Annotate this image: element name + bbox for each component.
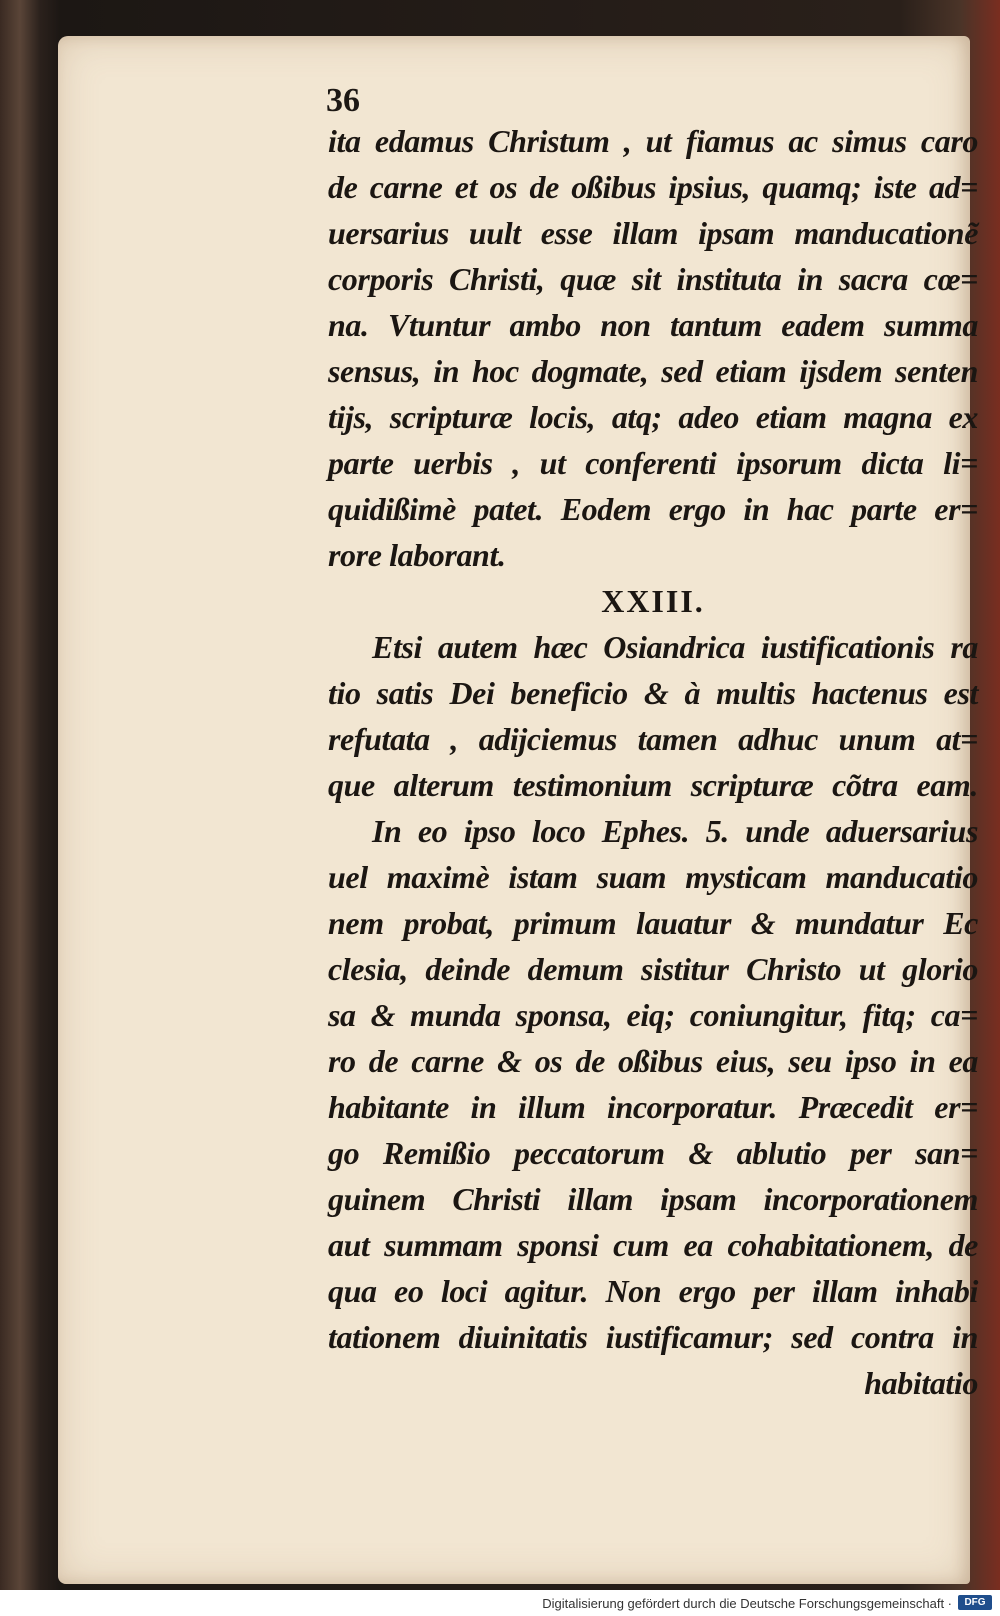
dfg-logo-icon: DFG [958,1595,992,1610]
text-line: na. Vtuntur ambo non tantum eadem summa [328,307,978,343]
text-line: rore laborant. [328,537,506,573]
text-line: ro de carne & os de oßibus eius, seu ipso in ea [328,1043,978,1079]
section-heading: XXIII. [601,583,705,619]
text-line: guinem Christi illam ipsam incorporationem [328,1181,978,1217]
text-line: uel maximè istam suam mysticam manducatio [328,859,978,895]
text-line: nem probat, primum lauatur & mundatur Ec [328,905,978,941]
digitization-credit: Digitalisierung gefördert durch die Deutsche Forschungsgemeinschaft · [542,1596,952,1611]
text-line: corporis Christi, quæ sit instituta in sacra cœ= [328,261,978,297]
text-line: Etsi autem hæc Osiandrica iustificationis ra [372,629,978,665]
text-line: de carne et os de oßibus ipsius, quamq; iste ad= [328,169,978,205]
text-line: go Remißio peccatorum & ablutio per san= [328,1135,978,1171]
catchword: habitatio [864,1365,978,1401]
text-line: aut summam sponsi cum ea cohabitationem, de [328,1227,978,1263]
text-line: ita edamus Christum , ut fiamus ac simus caro [328,123,978,159]
text-line: tationem diuinitatis iustificamur; sed contra in [328,1319,978,1355]
text-line: uersarius uult esse illam ipsam manducationẽ [328,215,978,251]
page-number: 36 [326,82,360,119]
page-text [328,118,978,1406]
text-line: quidißimè patet. Eodem ergo in hac parte er= [328,491,978,527]
footer-bar [0,1590,1000,1616]
text-line: tio satis Dei beneficio & à multis hactenus est [328,675,978,711]
text-line: qua eo loci agitur. Non ergo per illam inhabi [328,1273,978,1309]
text-line: In eo ipso loco Ephes. 5. unde aduersarius [372,813,978,849]
text-line: que alterum testimonium scripturæ cõtra eam. [328,767,978,803]
text-line: refutata , adijciemus tamen adhuc unum at= [328,721,978,757]
text-line: habitante in illum incorporatur. Præcedit er= [328,1089,978,1125]
text-line: clesia, deinde demum sistitur Christo ut glorio [328,951,978,987]
text-line: sensus, in hoc dogmate, sed etiam ijsdem senten [328,353,978,389]
text-line: tijs, scripturæ locis, atq; adeo etiam magna ex [328,399,978,435]
text-line: parte uerbis , ut conferenti ipsorum dicta li= [328,445,978,481]
text-line: sa & munda sponsa, eiq; coniungitur, fitq; ca= [328,997,978,1033]
